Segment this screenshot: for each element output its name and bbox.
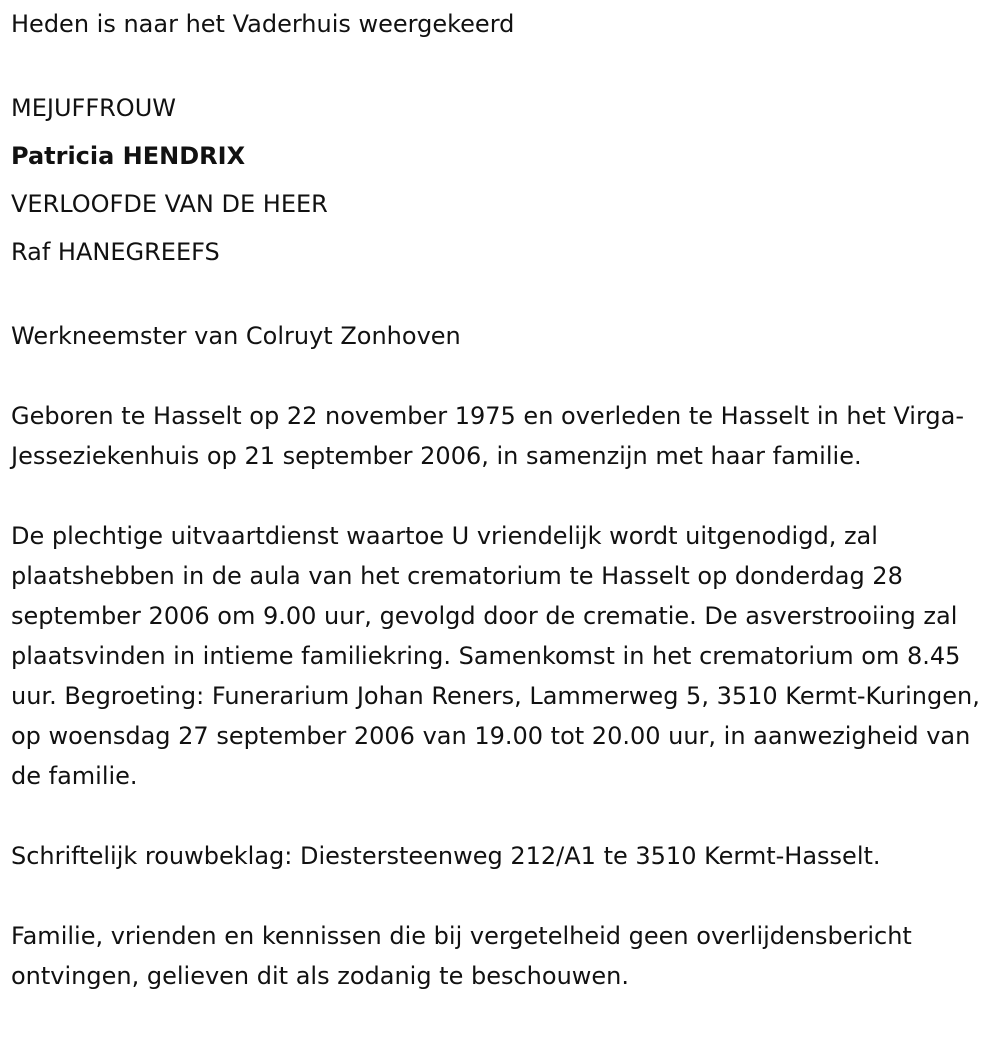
funeral-service-paragraph: De plechtige uitvaartdienst waartoe U vriendelijk wordt uitgenodigd, zal plaatshebben in de aula van het crematorium te Hasselt op donderdag 28 september 2006 om 9.00 uur, gevolgd door de crematie. De asverstrooiing zal plaatsvinden in intieme familiekring. Samenkomst in het crematorium om 8.45 uur. Begroeting: Funerarium Johan Reners, Lammerweg 5, 3510 Kermt-Kuringen, op woensdag 27 september 2006 van 19.00 tot 20.00 uur, in aanwezigheid van de familie. (11, 522, 980, 790)
intro-line: Heden is naar het Vaderhuis weergekeerd (11, 10, 515, 38)
title-prefix: MEJUFFROUW (11, 94, 176, 122)
spacer (11, 44, 986, 84)
obituary-notice (11, 0, 986, 996)
partner-name: Raf HANEGREEFS (11, 238, 220, 266)
spacer (11, 796, 986, 836)
closing-paragraph: Familie, vrienden en kennissen die bij vergetelheid geen overlijdensbericht ontvingen, gelieven dit als zodanig te beschouwen. (11, 922, 912, 990)
spacer (11, 276, 986, 316)
relation-line: VERLOOFDE VAN DE HEER (11, 190, 328, 218)
spacer (11, 476, 986, 516)
occupation-line: Werkneemster van Colruyt Zonhoven (11, 322, 461, 350)
spacer (11, 876, 986, 916)
birth-death-paragraph: Geboren te Hasselt op 22 november 1975 en overleden te Hasselt in het Virga-Jesseziekenhuis op 21 september 2006, in samenzijn met haar familie. (11, 402, 964, 470)
spacer (11, 356, 986, 396)
condolences-paragraph: Schriftelijk rouwbeklag: Diestersteenweg 212/A1 te 3510 Kermt-Hasselt. (11, 842, 881, 870)
deceased-name: Patricia HENDRIX (11, 142, 246, 170)
